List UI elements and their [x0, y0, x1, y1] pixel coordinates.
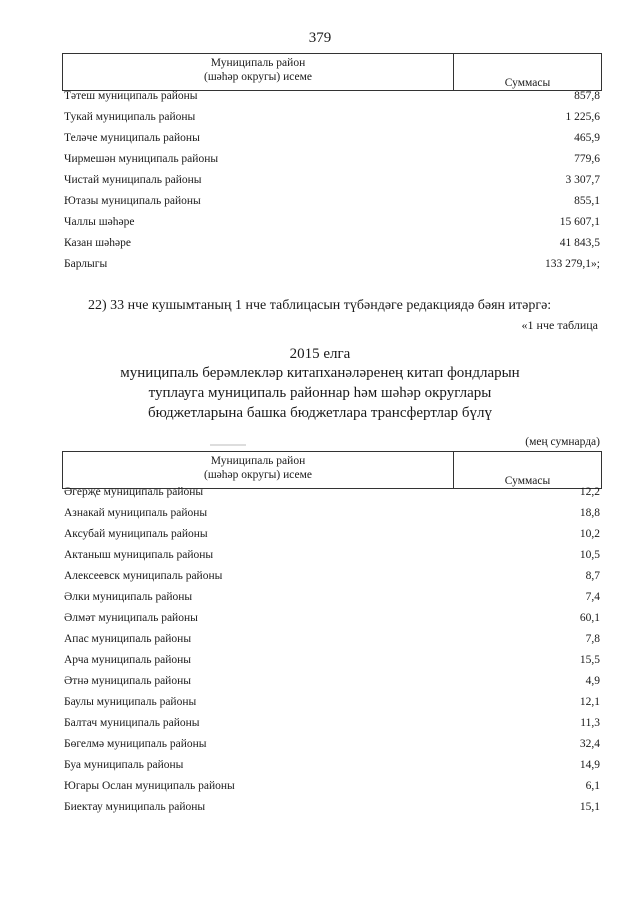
row-name: Апас муниципаль районы: [64, 633, 192, 645]
row-value: 4,9: [585, 675, 600, 687]
table-row: [64, 486, 600, 507]
title-line-1: муниципаль берәмлекләр китапханәләренең китап фондларын: [120, 365, 520, 381]
table-row: [64, 174, 600, 195]
table-row: [64, 696, 600, 717]
row-name: Чистай муниципаль районы: [64, 174, 202, 186]
table-row: [64, 633, 600, 654]
table2-header-name-line1: Муниципаль район: [210, 455, 306, 467]
row-value: 1 225,6: [565, 111, 600, 123]
table-row: [64, 780, 600, 801]
table1-header: [62, 53, 602, 91]
row-name: Буа муниципаль районы: [64, 759, 184, 771]
row-name: Алексеевск муниципаль районы: [64, 570, 223, 582]
table-row: [64, 738, 600, 759]
row-value: 41 843,5: [559, 237, 600, 249]
table-row: [64, 549, 600, 570]
table-row: [64, 258, 600, 279]
row-name: Чирмешән муниципаль районы: [64, 153, 219, 165]
table-row: [64, 132, 600, 153]
table-row: [64, 195, 600, 216]
row-value: 6,1: [585, 780, 600, 792]
row-value: 14,9: [579, 759, 600, 771]
row-value: 11,3: [580, 717, 600, 729]
row-value: 15,5: [579, 654, 600, 666]
row-name: Баулы муниципаль районы: [64, 696, 197, 708]
row-value: 15 607,1: [559, 216, 600, 228]
title-line-3: бюджетларына башка бюджетлара трансфертлар бүлү: [147, 405, 493, 421]
table-row: [64, 612, 600, 633]
row-value: 10,2: [579, 528, 600, 540]
table-row: [64, 654, 600, 675]
row-name: Арча муниципаль районы: [64, 654, 192, 666]
table1-header-sum-col: Суммасы: [454, 54, 602, 91]
row-value: 779,6: [574, 153, 600, 165]
table-row: [64, 153, 600, 174]
row-name: Биектау муниципаль районы: [64, 801, 206, 813]
table-row: [64, 528, 600, 549]
row-name: Әлки муниципаль районы: [64, 591, 193, 603]
table2-body: [64, 486, 600, 822]
row-name: Теләче муниципаль районы: [64, 132, 200, 144]
scan-smudge: [210, 444, 246, 446]
row-name: Әтнә муниципаль районы: [64, 675, 191, 687]
row-value: 18,8: [579, 507, 600, 519]
table2-header-name-line2: (шәһәр округы) исеме: [204, 469, 312, 481]
row-value: 15,1: [579, 801, 600, 813]
row-name: Балтач муниципаль районы: [64, 717, 200, 729]
table1-body: [64, 90, 600, 279]
row-value: 8,7: [585, 570, 600, 582]
row-value: 133 279,1»;: [545, 258, 600, 270]
table-row: [64, 90, 600, 111]
row-value: 3 307,7: [565, 174, 600, 186]
unit-label: (мең сумнарда): [525, 436, 600, 448]
table1-header-name-line2: (шәһәр округы) исеме: [204, 71, 312, 83]
table2-header: [62, 451, 602, 489]
table-row: [64, 717, 600, 738]
row-name: Барлыгы: [64, 258, 108, 270]
row-name: Азнакай муниципаль районы: [64, 507, 208, 519]
row-name: Тәтеш муниципаль районы: [64, 90, 198, 102]
instruction-text: 22) 33 нче кушымтаның 1 нче таблицасын түбәндәге редакциядә бәян итәргә:: [88, 298, 552, 313]
table-row: [64, 111, 600, 132]
row-name: Әгерҗе муниципаль районы: [64, 486, 204, 498]
row-value: 60,1: [579, 612, 600, 624]
table-row: [64, 801, 600, 822]
row-value: 465,9: [574, 132, 600, 144]
table-row: [64, 675, 600, 696]
row-value: 32,4: [579, 738, 600, 750]
row-value: 7,4: [585, 591, 600, 603]
table-row: [64, 216, 600, 237]
row-name: Аксубай муниципаль районы: [64, 528, 208, 540]
table-row: [64, 759, 600, 780]
row-name: Казан шәһәре: [64, 237, 131, 249]
title-line-2: туплауга муниципаль районнар һәм шәһәр округлары: [148, 385, 492, 401]
year-heading: 2015 елга: [289, 346, 351, 362]
row-value: 10,5: [579, 549, 600, 561]
row-name: Ютазы муниципаль районы: [64, 195, 201, 207]
table-row: [64, 591, 600, 612]
row-name: Актаныш муниципаль районы: [64, 549, 214, 561]
row-value: 855,1: [574, 195, 600, 207]
table2-header-name-col: [63, 452, 454, 489]
row-name: Тукай муниципаль районы: [64, 111, 196, 123]
table-row: [64, 237, 600, 258]
table1-header-name-col: [63, 54, 454, 91]
table-row: [64, 570, 600, 591]
row-name: Әлмәт муниципаль районы: [64, 612, 198, 624]
row-value: 857,8: [574, 90, 600, 102]
row-name: Югары Ослан муниципаль районы: [64, 780, 235, 792]
table2-header-sum-col: Суммасы: [454, 452, 602, 489]
table1-header-name-line1: Муниципаль район: [210, 57, 306, 69]
row-name: Бөгелмә муниципаль районы: [64, 738, 207, 750]
row-value: 12,2: [579, 486, 600, 498]
row-value: 7,8: [585, 633, 600, 645]
table-row: [64, 507, 600, 528]
row-name: Чаллы шәһәре: [64, 216, 135, 228]
page-number: 379: [308, 30, 332, 46]
row-value: 12,1: [579, 696, 600, 708]
table-label: «1 нче таблица: [521, 318, 598, 332]
